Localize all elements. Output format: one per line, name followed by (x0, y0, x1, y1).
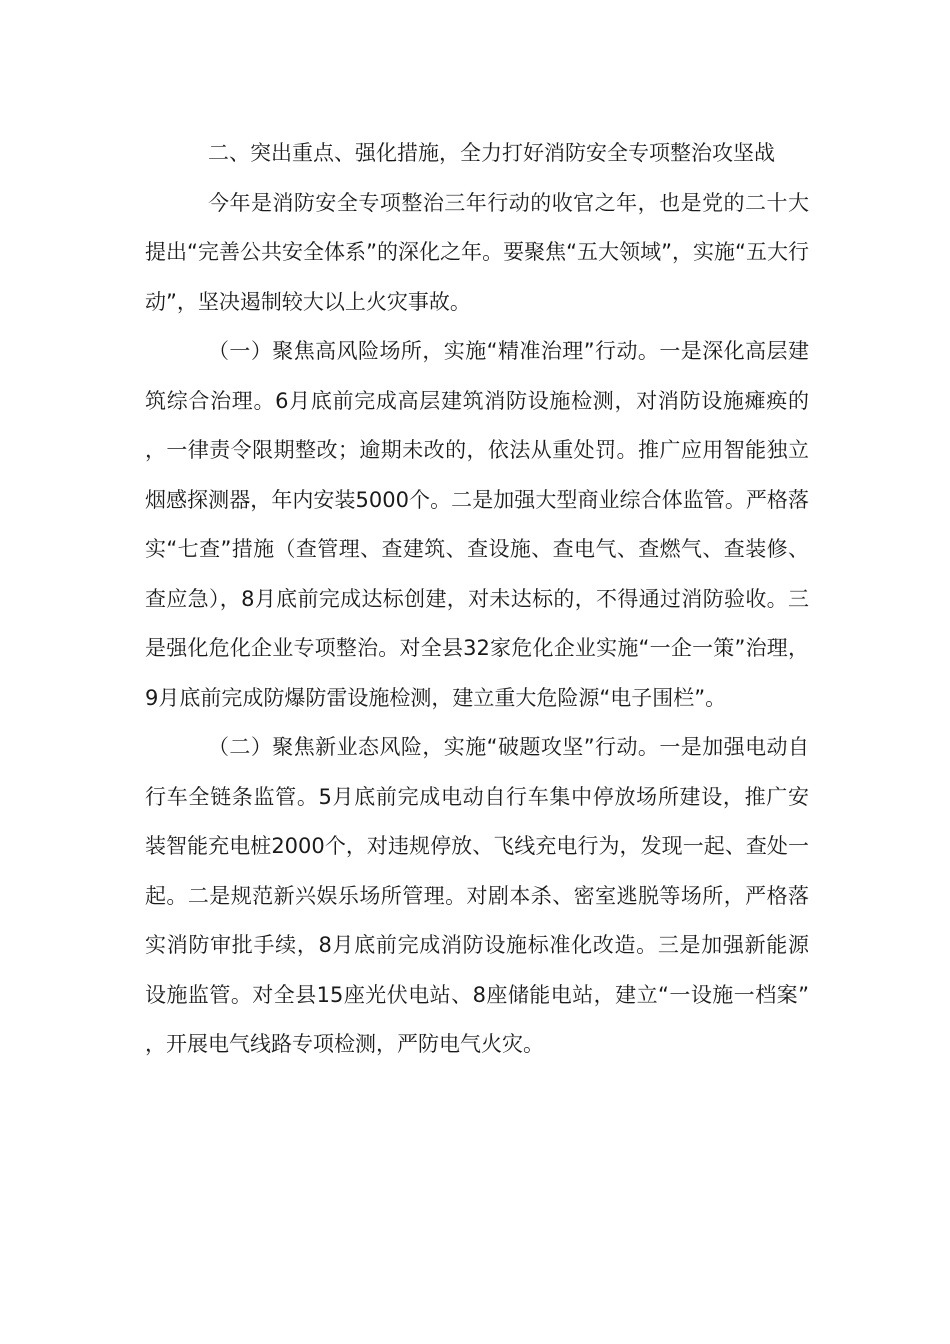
section-heading: 二、突出重点、强化措施，全力打好消防安全专项整治攻坚战 (208, 141, 775, 165)
document-body (145, 129, 809, 1070)
paragraph-high-risk-sites: （一）聚焦高风险场所，实施“精准治理”行动。一是深化高层建筑综合治理。6月底前完成高层建筑消防设施检测，对消防设施瘫痪的，一律责令限期整改；逾期未改的，依法从重处罚。推广应用智能独立烟感探测器，年内安装5000个。二是加强大型商业综合体监管。严格落实“七查”措施（查管理、查建筑、查设施、查电气、查燃气、查装修、查应急），8月底前完成达标创建，对未达标的，不得通过消防验收。三是强化危化企业专项整治。对全县32家危化企业实施“一企一策”治理，9月底前完成防爆防雷设施检测，建立重大危险源“电子围栏”。 (145, 339, 809, 710)
paragraph-intro: 今年是消防安全专项整治三年行动的收官之年，也是党的二十大提出“完善公共安全体系”的深化之年。要聚焦“五大领域”，实施“五大行动”，坚决遏制较大以上火灾事故。 (145, 190, 809, 314)
paragraph-new-business-risks: （二）聚焦新业态风险，实施“破题攻坚”行动。一是加强电动自行车全链条监管。5月底前完成电动自行车集中停放场所建设，推广安装智能充电桩2000个，对违规停放、飞线充电行为，发现一起、查处一起。二是规范新兴娱乐场所管理。对剧本杀、密室逃脱等场所，严格落实消防审批手续，8月底前完成消防设施标准化改造。三是加强新能源设施监管。对全县15座光伏电站、8座储能电站，建立“一设施一档案”，开展电气线路专项检测，严防电气火灾。 (145, 735, 809, 1056)
